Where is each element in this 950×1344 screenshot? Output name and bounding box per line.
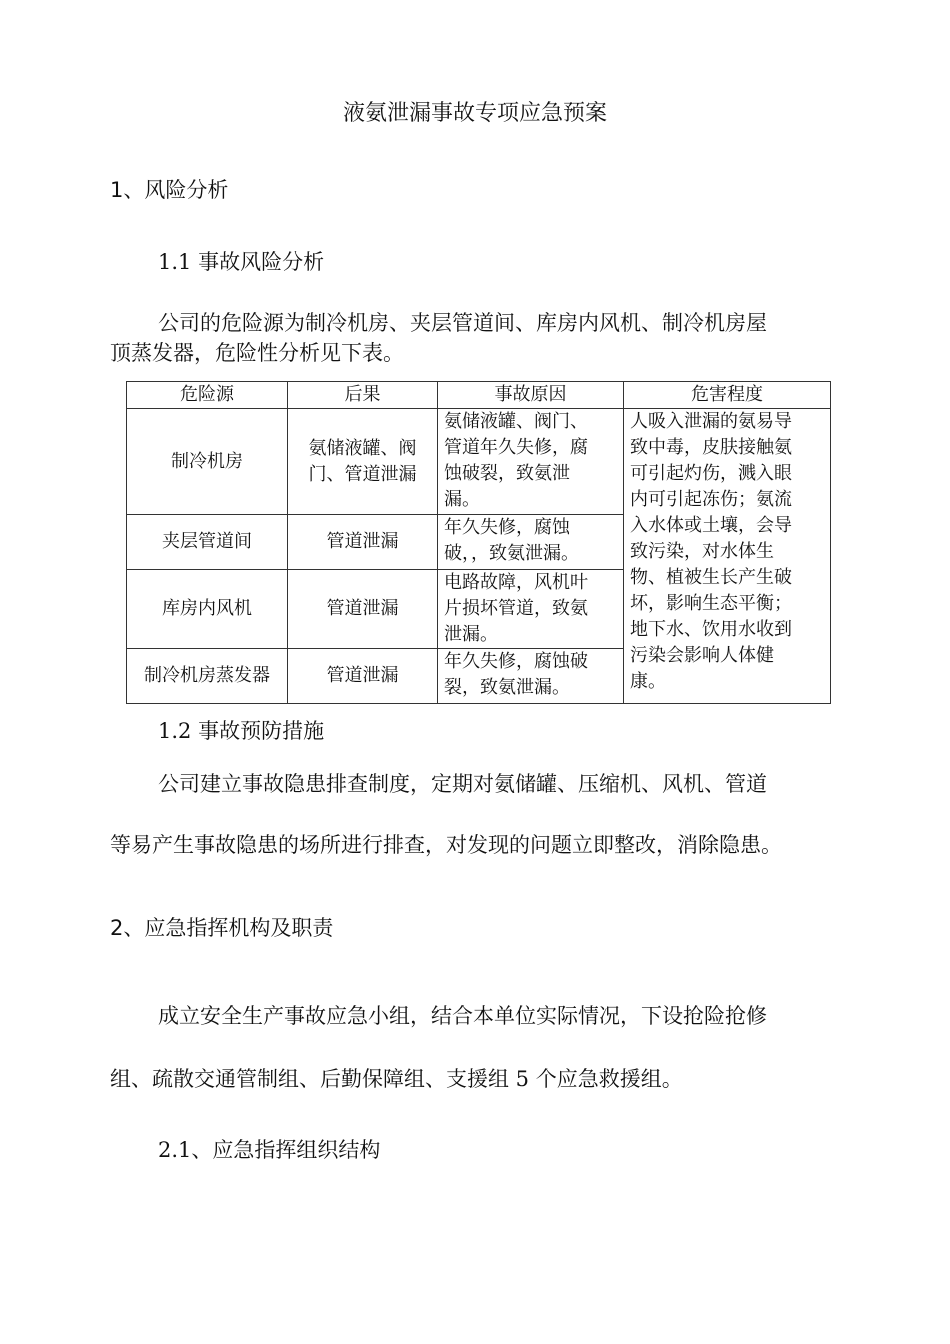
cause-line: 泄漏。	[444, 624, 498, 645]
harm-line: 人吸入泄漏的氨易导	[630, 411, 792, 432]
harm-line: 地下水、饮用水收到	[630, 619, 792, 640]
harm-line: 致中毒，皮肤接触氨	[630, 437, 792, 458]
subsection-1-2-heading: 1.2 事故预防措施	[158, 719, 325, 743]
cause-line: 年久失修，腐蚀	[444, 517, 570, 538]
subsection-2-1-heading: 2.1、应急指挥组织结构	[158, 1138, 381, 1162]
hazard-source-cell: 库房内风机	[127, 570, 288, 649]
harm-degree-cell	[624, 409, 831, 704]
table-row	[127, 409, 831, 515]
cause-line: 蚀破裂，致氨泄	[444, 463, 570, 484]
cause-line: 电路故障，风机叶	[444, 572, 588, 593]
harm-line: 康。	[630, 671, 666, 692]
harm-line: 污染会影响人体健	[630, 645, 774, 666]
cause-line: 年久失修，腐蚀破	[444, 651, 588, 672]
consequence-cell: 管道泄漏	[288, 649, 438, 704]
document-title: 液氨泄漏事故专项应急预案	[342, 101, 607, 126]
cause-line: 破，，致氨泄漏。	[444, 543, 579, 564]
harm-line: 可引起灼伤，溅入眼	[630, 463, 792, 484]
paragraph-line: 公司的危险源为制冷机房、夹层管道间、库房内风机、制冷机房屋	[158, 311, 767, 335]
cause-line: 漏。	[444, 489, 480, 510]
section-1-heading: 1、风险分析	[110, 178, 229, 202]
hazard-source-cell: 制冷机房蒸发器	[127, 649, 288, 704]
consequence-line: 氨储液罐、阀	[308, 437, 417, 459]
table-header-cell: 后果	[288, 382, 438, 409]
table-header-row	[127, 382, 831, 409]
section-2-heading: 2、应急指挥机构及职责	[110, 916, 334, 940]
paragraph-line: 成立安全生产事故应急小组，结合本单位实际情况，下设抢险抢修	[158, 1004, 767, 1028]
cause-line: 氨储液罐、阀门、	[444, 411, 588, 432]
risk-analysis-table	[126, 381, 831, 704]
paragraph-line: 公司建立事故隐患排查制度，定期对氨储罐、压缩机、风机、管道	[158, 772, 767, 796]
cause-cell	[438, 649, 624, 704]
table-header-cell: 危险源	[127, 382, 288, 409]
cause-cell	[438, 515, 624, 570]
paragraph-line: 组、疏散交通管制组、后勤保障组、支援组 5 个应急救援组。	[110, 1067, 683, 1091]
consequence-cell	[288, 409, 438, 515]
consequence-cell: 管道泄漏	[288, 515, 438, 570]
cause-line: 管道年久失修，腐	[444, 437, 588, 458]
cause-cell	[438, 570, 624, 649]
hazard-source-cell: 制冷机房	[127, 409, 288, 515]
paragraph-line: 顶蒸发器，危险性分析见下表。	[110, 341, 404, 365]
table-header-cell: 危害程度	[624, 382, 831, 409]
harm-line: 入水体或土壤，会导	[630, 515, 792, 536]
consequence-line: 门、管道泄漏	[308, 463, 417, 485]
cause-cell	[438, 409, 624, 515]
harm-line: 物、植被生长产生破	[630, 567, 792, 588]
cause-line: 片损坏管道，致氨	[444, 598, 588, 619]
harm-line: 内可引起冻伤；氨流	[630, 489, 792, 510]
harm-line: 致污染，对水体生	[630, 541, 774, 562]
hazard-source-cell: 夹层管道间	[127, 515, 288, 570]
subsection-1-1-heading: 1.1 事故风险分析	[158, 250, 325, 274]
cause-line: 裂，致氨泄漏。	[444, 677, 570, 698]
harm-line: 坏，影响生态平衡；	[630, 593, 792, 614]
consequence-cell: 管道泄漏	[288, 570, 438, 649]
paragraph-line: 等易产生事故隐患的场所进行排查，对发现的问题立即整改，消除隐患。	[110, 833, 782, 857]
table-header-cell: 事故原因	[438, 382, 624, 409]
